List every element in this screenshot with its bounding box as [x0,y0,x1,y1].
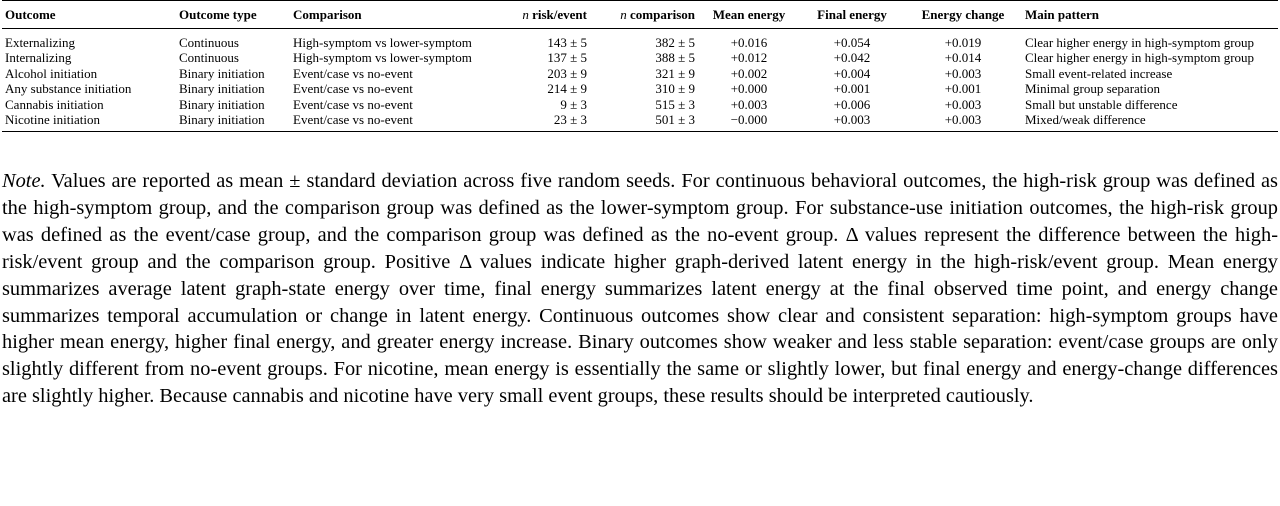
cell-main-pattern: Minimal group separation [1025,81,1161,96]
note-body: Values are reported as mean ± standard deviation across five random seeds. For continuous behavioral outcomes, the high-risk group was defined as the high-symptom group, and the comparison group was defined as the lower-symptom group. For substance-use initiation outcomes, the high-risk group was defined as the event/case group, and the comparison group was defined as the no-event group. Δ values represent the difference between the high-risk/event group and the comparison group. Positive Δ values indicate higher graph-derived latent energy in the high-risk/event group. Mean energy summarizes average latent graph-state energy over time, final energy summarizes latent energy at the final observed time point, and energy change summarizes temporal accumulation or change in latent energy. Continuous outcomes show clear and consistent separation: high-symptom groups have higher mean energy, higher final energy, and greater energy increase. Binary outcomes show weaker and less stable separation: event/case groups are only slightly different from no-event groups. For nicotine, mean energy is essentially the same or slightly lower, but final energy and energy-change differences are slightly higher. Because cannabis and nicotine have very small event groups, these results should be interpreted cautiously. [2,170,1278,408]
cell-n-comparison: 321 ± 9 [655,65,695,81]
note-lead: Note. [2,170,46,192]
cell-comparison: High-symptom vs lower-symptom [293,34,472,50]
cell-energy-change: +0.019 [944,34,982,50]
header-n-comparison [590,1,698,29]
cell-final-energy: +0.042 [833,50,871,65]
table-row [2,66,1278,82]
cell-mean-energy: +0.002 [730,65,768,81]
table-note [2,168,1278,410]
cell-outcome: Nicotine initiation [2,112,176,131]
results-table-container [2,0,1278,132]
table-row [2,50,1278,66]
cell-final-energy: +0.006 [833,96,871,112]
header-energy-change: Energy change [904,1,1022,29]
cell-comparison: Event/case vs no-event [290,112,502,131]
cell-outcome: Cannabis initiation [5,96,104,112]
header-n-comparison-label: comparison [626,7,695,22]
cell-main-pattern: Small event-related increase [1025,65,1173,81]
cell-final-energy: +0.054 [833,34,871,50]
header-n-risk-variable: n [522,7,529,22]
cell-n-risk: 143 ± 5 [547,34,587,50]
table-row [2,81,1278,97]
cell-outcome: Alcohol initiation [5,65,98,81]
cell-n-comparison: 501 ± 3 [590,112,698,131]
cell-outcome-type: Continuous [179,50,239,65]
cell-energy-change: +0.001 [944,81,982,96]
cell-main-pattern: Clear higher energy in high-symptom group [1025,50,1255,65]
cell-outcome-type: Continuous [179,34,239,50]
header-outcome: Outcome [2,1,176,29]
cell-n-risk: 9 ± 3 [560,96,587,112]
cell-mean-energy: +0.012 [730,50,768,65]
cell-main-pattern: Mixed/weak difference [1022,112,1278,131]
cell-comparison: High-symptom vs lower-symptom [293,50,472,65]
table-row [2,112,1278,131]
cell-final-energy: +0.001 [833,81,871,96]
cell-outcome: Externalizing [5,34,76,50]
cell-outcome-type: Binary initiation [179,81,265,96]
cell-energy-change: +0.003 [944,65,982,81]
cell-final-energy: +0.003 [800,112,904,131]
table-row [2,28,1278,50]
table-header-row [2,1,1278,29]
cell-n-comparison: 388 ± 5 [655,50,695,65]
header-final-energy: Final energy [800,1,904,29]
header-n-risk [502,1,590,29]
header-n-comparison-variable: n [620,7,627,22]
cell-main-pattern: Clear higher energy in high-symptom group [1025,34,1255,50]
cell-mean-energy: −0.000 [698,112,800,131]
cell-n-comparison: 310 ± 9 [655,81,695,96]
cell-n-risk: 214 ± 9 [547,81,587,96]
cell-mean-energy: +0.003 [730,96,768,112]
header-n-risk-label: risk/event [528,7,587,22]
cell-n-comparison: 382 ± 5 [655,34,695,50]
cell-outcome-type: Binary initiation [176,112,290,131]
cell-energy-change: +0.014 [944,50,982,65]
cell-final-energy: +0.004 [833,65,871,81]
cell-outcome-type: Binary initiation [179,96,265,112]
cell-comparison: Event/case vs no-event [293,65,413,81]
header-main-pattern: Main pattern [1022,1,1278,29]
cell-outcome-type: Binary initiation [179,65,265,81]
cell-comparison: Event/case vs no-event [293,96,413,112]
cell-main-pattern: Small but unstable difference [1025,96,1178,112]
table-row [2,97,1278,113]
header-outcome-type: Outcome type [176,1,290,29]
cell-energy-change: +0.003 [944,96,982,112]
cell-energy-change: +0.003 [904,112,1022,131]
cell-mean-energy: +0.016 [730,34,768,50]
cell-n-risk: 137 ± 5 [547,50,587,65]
header-mean-energy: Mean energy [698,1,800,29]
cell-outcome: Any substance initiation [5,81,132,96]
cell-n-comparison: 515 ± 3 [655,96,695,112]
cell-n-risk: 23 ± 3 [502,112,590,131]
cell-outcome: Internalizing [5,50,72,65]
cell-mean-energy: +0.000 [730,81,768,96]
cell-comparison: Event/case vs no-event [293,81,413,96]
cell-n-risk: 203 ± 9 [547,65,587,81]
results-table [2,0,1278,132]
header-comparison: Comparison [290,1,502,29]
